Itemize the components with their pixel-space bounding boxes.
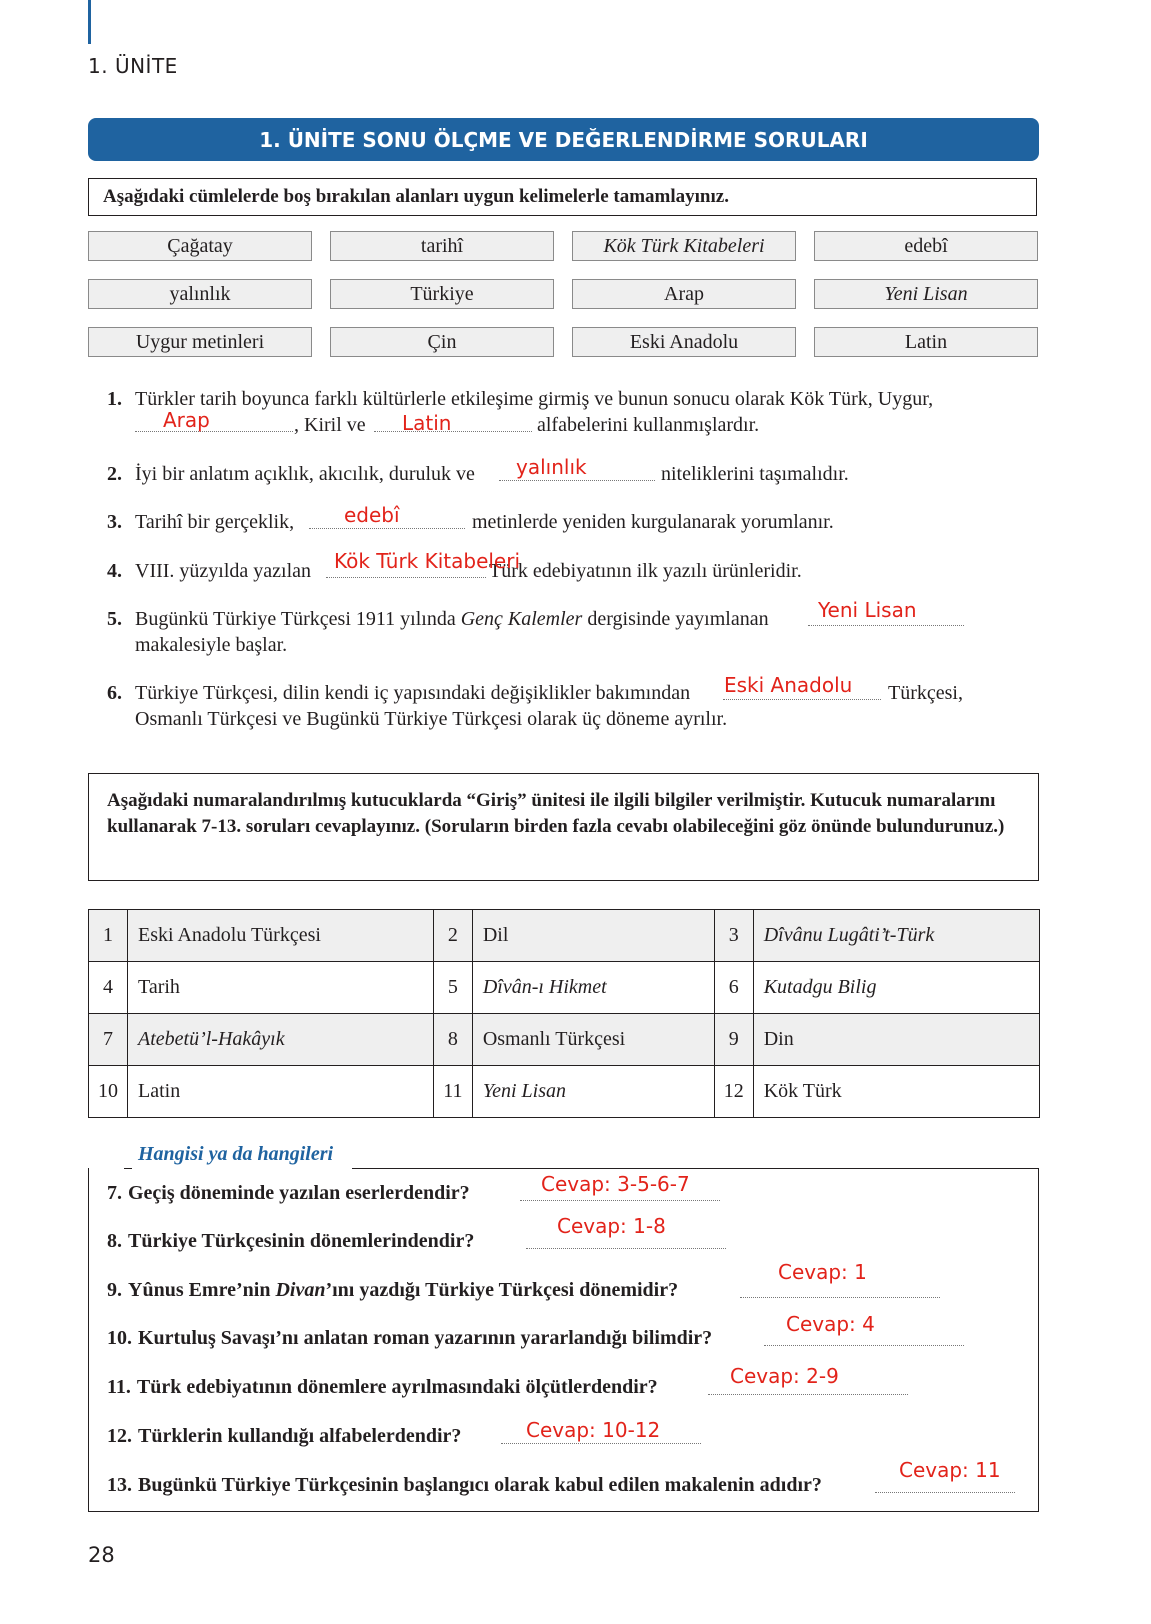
table-row xyxy=(89,1066,1040,1118)
cell-number: 6 xyxy=(714,962,753,1014)
cell-number: 10 xyxy=(89,1066,128,1118)
question-5-end: makalesiyle başlar. xyxy=(135,634,288,656)
answer-text: Cevap: 2-9 xyxy=(730,1364,839,1388)
cell-number: 11 xyxy=(433,1066,472,1118)
table-cell: Eski Anadolu Türkçesi xyxy=(128,910,434,962)
question-10: 10. Kurtuluş Savaşı’nı anlatan roman yazarının yararlandığı bilimdir? xyxy=(107,1327,713,1349)
blank-line xyxy=(501,1443,701,1444)
question-9: 9. Yûnus Emre’nin Divan’ını yazdığı Türkiye Türkçesi dönemidir? xyxy=(107,1279,679,1301)
table-row xyxy=(89,1014,1040,1066)
question-1-end: alfabelerini kullanmışlardır. xyxy=(537,414,760,436)
word-box: Eski Anadolu xyxy=(572,327,796,357)
blank-line xyxy=(723,699,881,700)
question-12: 12. Türklerin kullandığı alfabelerdendir? xyxy=(107,1425,462,1447)
table-row xyxy=(89,910,1040,962)
answer-text: Latin xyxy=(402,411,452,435)
answer-text: Cevap: 10-12 xyxy=(526,1418,661,1442)
word-box: Latin xyxy=(814,327,1038,357)
blank-line xyxy=(764,1345,964,1346)
question-4: 4. VIII. yüzyılda yazılan xyxy=(107,560,312,582)
table-row xyxy=(89,962,1040,1014)
header-accent-line xyxy=(88,0,91,44)
unit-label: 1. ÜNİTE xyxy=(88,54,178,78)
answer-text: yalınlık xyxy=(516,455,587,479)
table-cell: Din xyxy=(753,1014,1039,1066)
word-box: edebî xyxy=(814,231,1038,261)
answer-text: Cevap: 4 xyxy=(786,1312,875,1336)
table-cell: Yeni Lisan xyxy=(472,1066,714,1118)
blank-line xyxy=(875,1492,1015,1493)
blank-line xyxy=(326,577,486,578)
cell-number: 7 xyxy=(89,1014,128,1066)
cell-number: 3 xyxy=(714,910,753,962)
question-8: 8. Türkiye Türkçesinin dönemlerindendir? xyxy=(107,1230,475,1252)
answer-text: Cevap: 3-5-6-7 xyxy=(541,1172,690,1196)
page-number: 28 xyxy=(88,1543,115,1567)
answer-text: Yeni Lisan xyxy=(818,598,917,622)
table-cell: Osmanlı Türkçesi xyxy=(472,1014,714,1066)
question-6-line2: Osmanlı Türkçesi ve Bugünkü Türkiye Türkçesi olarak üç döneme ayrılır. xyxy=(135,708,728,730)
fill-in-instruction: Aşağıdaki cümlelerde boş bırakılan alanları uygun kelimelerle tamamlayınız. xyxy=(88,178,1037,216)
question-group-legend: Hangisi ya da hangileri xyxy=(138,1143,334,1165)
answer-text: Cevap: 1-8 xyxy=(557,1214,666,1238)
table-cell: Tarih xyxy=(128,962,434,1014)
answer-text: Cevap: 11 xyxy=(899,1458,1001,1482)
cell-number: 8 xyxy=(433,1014,472,1066)
blank-line xyxy=(526,1248,726,1249)
answer-text: edebî xyxy=(344,503,400,527)
word-box: Çin xyxy=(330,327,554,357)
answer-text: Arap xyxy=(163,408,210,432)
cell-number: 4 xyxy=(89,962,128,1014)
page-title: 1. ÜNİTE SONU ÖLÇME VE DEĞERLENDİRME SORULARI xyxy=(259,127,868,152)
word-box: Arap xyxy=(572,279,796,309)
blank-line xyxy=(374,431,532,432)
word-box: Uygur metinleri xyxy=(88,327,312,357)
blank-line xyxy=(808,625,964,626)
page-title-banner xyxy=(88,118,1039,161)
question-11: 11. Türk edebiyatının dönemlere ayrılmasındaki ölçütlerdendir? xyxy=(107,1376,658,1398)
table-cell: Dîvân-ı Hikmet xyxy=(472,962,714,1014)
table-instruction: Aşağıdaki numaralandırılmış kutucuklarda “Giriş” ünitesi ile ilgili bilgiler verilmiştir. Kutucuk numaralarını kullanarak 7-13. soruları cevaplayınız. (Soruların birden fazla cevabı olabileceğini göz önünde bulundurunuz.) xyxy=(88,773,1039,881)
blank-line xyxy=(499,480,655,481)
question-5: 5. Bugünkü Türkiye Türkçesi 1911 yılında Genç Kalemler dergisinde yayımlanan xyxy=(107,608,769,630)
question-1: 1. Türkler tarih boyunca farklı kültürlerle etkileşime girmiş ve bunun sonucu olarak Kök Türk, Uygur, xyxy=(107,388,934,410)
table-cell: Dil xyxy=(472,910,714,962)
blank-line xyxy=(740,1297,940,1298)
word-box: Çağatay xyxy=(88,231,312,261)
answer-text: Eski Anadolu xyxy=(724,673,853,697)
question-2-end: niteliklerini taşımalıdır. xyxy=(661,463,849,485)
blank-line xyxy=(309,528,465,529)
answer-text: Cevap: 1 xyxy=(778,1260,867,1284)
cell-number: 1 xyxy=(89,910,128,962)
blank-line xyxy=(135,431,293,432)
blank-line xyxy=(708,1394,908,1395)
question-3-end: metinlerde yeniden kurgulanarak yorumlanır. xyxy=(472,511,834,533)
word-box: yalınlık xyxy=(88,279,312,309)
info-table xyxy=(88,909,1040,1118)
word-box: Türkiye xyxy=(330,279,554,309)
answer-text: Kök Türk Kitabeleri xyxy=(334,549,521,573)
question-6-end: Türkçesi, xyxy=(888,682,963,704)
blank-line xyxy=(520,1200,720,1201)
question-7: 7. Geçiş döneminde yazılan eserlerdendir? xyxy=(107,1182,470,1204)
cell-number: 9 xyxy=(714,1014,753,1066)
table-cell: Kök Türk xyxy=(753,1066,1039,1118)
table-cell: Dîvânu Lugâti’t-Türk xyxy=(753,910,1039,962)
cell-number: 2 xyxy=(433,910,472,962)
question-3: 3. Tarihî bir gerçeklik, xyxy=(107,511,295,533)
table-cell: Atebetü’l-Hakâyık xyxy=(128,1014,434,1066)
word-box: tarihî xyxy=(330,231,554,261)
question-13: 13. Bugünkü Türkiye Türkçesinin başlangıcı olarak kabul edilen makalenin adıdır? xyxy=(107,1474,822,1496)
word-box: Yeni Lisan xyxy=(814,279,1038,309)
cell-number: 5 xyxy=(433,962,472,1014)
question-4-end: Türk edebiyatının ilk yazılı ürünleridir. xyxy=(489,560,802,582)
question-6: 6. Türkiye Türkçesi, dilin kendi iç yapısındaki değişiklikler bakımından xyxy=(107,682,691,704)
question-2: 2. İyi bir anlatım açıklık, akıcılık, duruluk ve xyxy=(107,463,475,485)
table-cell: Kutadgu Bilig xyxy=(753,962,1039,1014)
cell-number: 12 xyxy=(714,1066,753,1118)
word-box: Kök Türk Kitabeleri xyxy=(572,231,796,261)
question-1-cont: , Kiril ve xyxy=(294,414,366,436)
table-cell: Latin xyxy=(128,1066,434,1118)
